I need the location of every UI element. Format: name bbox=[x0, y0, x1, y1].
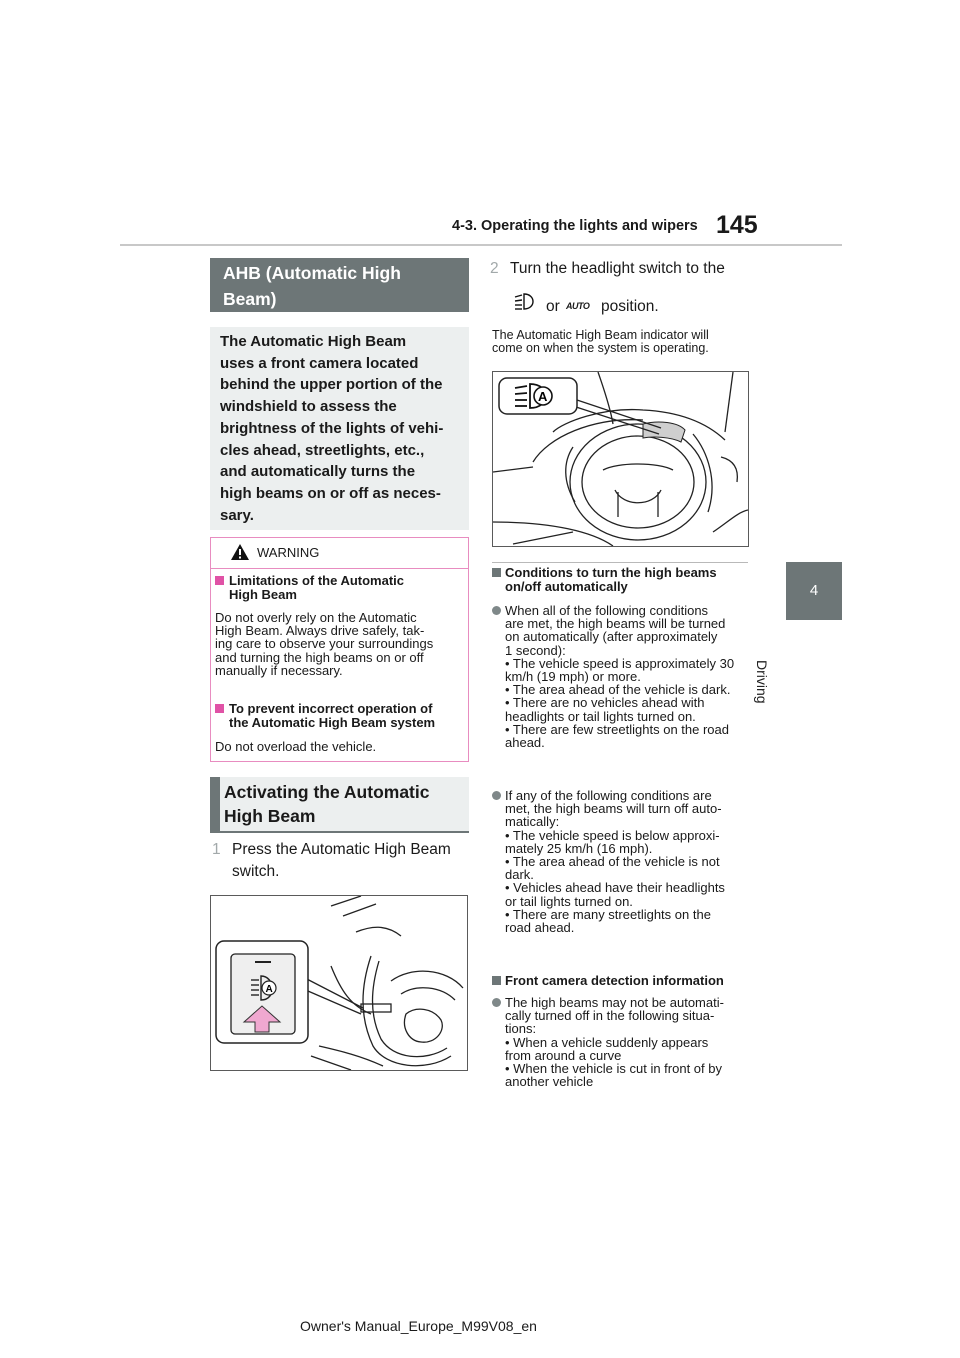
steering-wheel-switch-drawing bbox=[211, 896, 467, 1070]
intro-line: sary. bbox=[220, 506, 254, 524]
intro-line: The Automatic High Beam bbox=[220, 333, 407, 350]
svg-text:A: A bbox=[538, 389, 548, 404]
bullet-line: • There are no vehicles ahead with bbox=[505, 695, 705, 711]
warning-text-line: Do not overload the vehicle. bbox=[215, 739, 377, 754]
circle-bullet-icon bbox=[492, 606, 501, 615]
bullet-line: or tail lights turned on. bbox=[505, 893, 633, 909]
intro-box bbox=[210, 327, 469, 530]
bullet-line: headlights or tail lights turned on. bbox=[505, 708, 696, 724]
bullet-line: mately 25 km/h (16 mph). bbox=[505, 840, 653, 856]
auto-icon: AUTO bbox=[566, 301, 590, 311]
bullet-line: on automatically (after approximately bbox=[505, 629, 718, 645]
bullet-line: tions: bbox=[505, 1021, 537, 1037]
circle-bullet-icon bbox=[492, 791, 501, 800]
warning-text bbox=[215, 740, 376, 753]
circle-bullet-icon bbox=[492, 998, 501, 1007]
bullet-line: • The area ahead of the vehicle is dark. bbox=[505, 682, 731, 698]
heading-line: Activating the Automatic bbox=[224, 782, 430, 802]
warning-subheading-line: Limitations of the Automatic bbox=[229, 573, 405, 588]
intro-line: high beams on or off as neces- bbox=[220, 484, 441, 502]
bullet-line: • There are few streetlights on the road bbox=[505, 721, 729, 737]
section-heading-ahb bbox=[210, 258, 469, 312]
subheading-line: on/off automatically bbox=[505, 579, 628, 594]
intro-line: windshield to assess the bbox=[220, 398, 397, 416]
step-text-line: switch. bbox=[232, 863, 280, 880]
intro-line: uses a front camera located bbox=[220, 354, 419, 372]
bullet-line: ahead. bbox=[505, 735, 545, 751]
header-rule bbox=[120, 244, 842, 246]
bullet-line: The high beams may not be automati- bbox=[505, 995, 724, 1010]
bullet-line: another vehicle bbox=[505, 1074, 594, 1090]
square-bullet-icon bbox=[492, 568, 501, 577]
subheading-line: Conditions to turn the high beams bbox=[505, 565, 717, 580]
section-heading-activating bbox=[210, 777, 469, 831]
warning-text-line: High Beam. Always drive safely, tak- bbox=[215, 623, 425, 639]
heading-line: High Beam bbox=[224, 806, 316, 826]
bullet-line: • When the vehicle is cut in front of by bbox=[505, 1061, 722, 1077]
square-bullet-icon bbox=[215, 704, 224, 713]
indicator-illustration bbox=[492, 371, 749, 547]
warning-text bbox=[215, 611, 433, 677]
bullet-line: When all of the following conditions bbox=[505, 603, 709, 618]
bullet-line: met, the high beams will turn off auto- bbox=[505, 801, 722, 817]
bullet-line: km/h (19 mph) or more. bbox=[505, 669, 641, 685]
footer-text: Owner's Manual_Europe_M99V08_en bbox=[300, 1318, 537, 1334]
step-1 bbox=[212, 839, 467, 885]
bullet-line: 1 second): bbox=[505, 642, 566, 658]
heading-line: Beam) bbox=[223, 289, 277, 309]
note-line: come on when the system is operating. bbox=[492, 341, 709, 355]
chapter-label: Driving bbox=[754, 660, 770, 704]
bullet-line: • When a vehicle suddenly appears bbox=[505, 1034, 709, 1050]
bullet-line: are met, the high beams will be turned bbox=[505, 616, 726, 632]
heading-underline bbox=[210, 831, 469, 833]
bullet-line: dark. bbox=[505, 867, 534, 883]
warning-subheading-line: To prevent incorrect operation of bbox=[229, 701, 433, 716]
bullet-line: • The area ahead of the vehicle is not bbox=[505, 854, 720, 870]
divider bbox=[492, 562, 748, 563]
square-bullet-icon bbox=[492, 976, 501, 985]
bullet-line: • The vehicle speed is below approxi- bbox=[505, 827, 720, 843]
chapter-tab: 4 bbox=[786, 562, 842, 620]
note-line: The Automatic High Beam indicator will bbox=[492, 328, 709, 342]
warning-text-line: ing care to observe your surroundings bbox=[215, 636, 434, 652]
headlight-icon bbox=[514, 292, 536, 310]
dashboard-indicator-drawing bbox=[493, 372, 748, 546]
svg-text:A: A bbox=[265, 984, 273, 995]
or-text: or bbox=[546, 298, 560, 315]
warning-box bbox=[210, 537, 469, 762]
step-number: 1 bbox=[212, 841, 221, 858]
intro-line: behind the upper portion of the bbox=[220, 376, 443, 394]
bullet-line: • The vehicle speed is approximately 30 bbox=[505, 655, 735, 671]
step-number: 2 bbox=[490, 260, 499, 277]
square-bullet-icon bbox=[215, 576, 224, 585]
heading-line: AHB (Automatic High bbox=[223, 263, 401, 283]
warning-subheading-line: the Automatic High Beam system bbox=[229, 715, 436, 730]
warning-text-line: and turning the high beams on or off bbox=[215, 649, 424, 665]
bullet-line: road ahead. bbox=[505, 920, 575, 936]
intro-line: cles ahead, streetlights, etc., bbox=[220, 441, 425, 459]
bullet-line: • Vehicles ahead have their headlights bbox=[505, 880, 725, 896]
warning-title: WARNING bbox=[257, 545, 320, 560]
intro-line: brightness of the lights of vehi- bbox=[220, 419, 444, 437]
intro-line: and automatically turns the bbox=[220, 463, 416, 481]
bullet-line: • There are many streetlights on the bbox=[505, 906, 711, 922]
step-2 bbox=[490, 258, 760, 318]
bullet-line: cally turned off in the following situa- bbox=[505, 1008, 715, 1024]
indicator-note bbox=[492, 329, 709, 355]
position-text: position. bbox=[601, 298, 659, 315]
warning-title-bar bbox=[211, 538, 468, 569]
bullet-line: matically: bbox=[505, 814, 560, 830]
switch-illustration bbox=[210, 895, 468, 1071]
warning-subheading-line: High Beam bbox=[229, 587, 297, 602]
step-text-line: Press the Automatic High Beam bbox=[232, 841, 451, 858]
section-reference: 4-3. Operating the lights and wipers bbox=[452, 218, 698, 234]
warning-text-line: Do not overly rely on the Automatic bbox=[215, 610, 417, 625]
step-text-line: Turn the headlight switch to the bbox=[510, 260, 725, 277]
bullet-line: from around a curve bbox=[505, 1047, 622, 1063]
subheading-line: Front camera detection information bbox=[505, 973, 724, 988]
bullet-line: If any of the following conditions are bbox=[505, 788, 712, 803]
warning-triangle-icon bbox=[231, 544, 249, 560]
warning-text-line: manually if necessary. bbox=[215, 662, 343, 678]
page-number: 145 bbox=[716, 211, 758, 239]
